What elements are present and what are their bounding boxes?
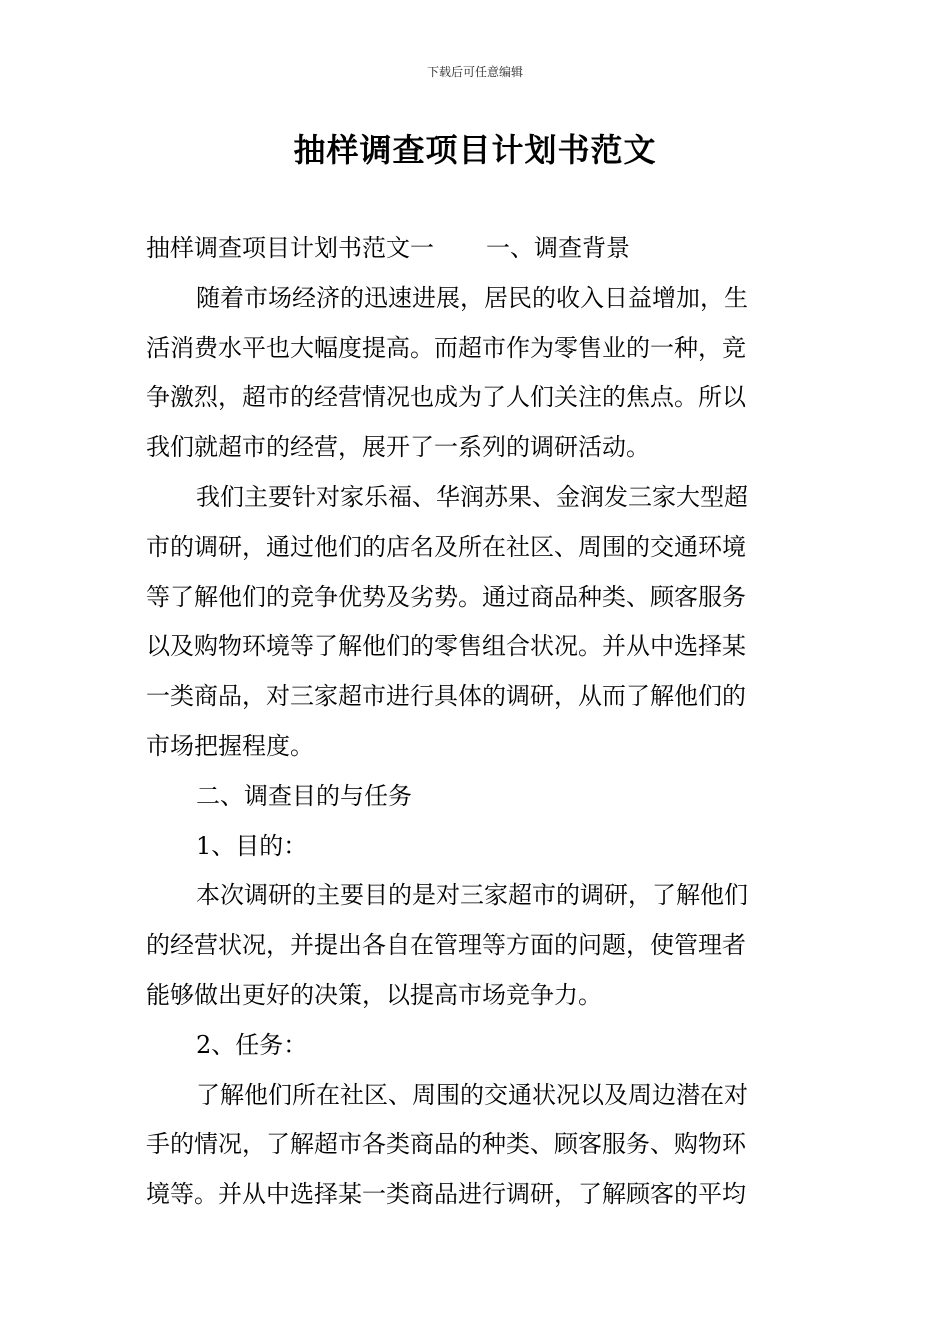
paragraph-line: 的经营状况，并提出各自在管理等方面的问题，使管理者	[146, 931, 746, 960]
paragraph-line: 市的调研，通过他们的店名及所在社区、周围的交通环境	[146, 532, 746, 561]
paragraph-line: 我们主要针对家乐福、华润苏果、金润发三家大型超	[196, 482, 748, 511]
paragraph-line: 我们就超市的经营，展开了一系列的调研活动。	[146, 433, 650, 462]
paragraph-line: 等了解他们的竞争优势及劣势。通过商品种类、顾客服务	[146, 582, 746, 611]
document-subtitle: 抽样调查项目计划书范文一	[146, 234, 434, 262]
paragraph-line: 境等。并从中选择某一类商品进行调研，了解顾客的平均	[146, 1180, 746, 1209]
paragraph-line: 了解他们所在社区、周围的交通状况以及周边潜在对	[196, 1080, 748, 1109]
header-note: 下载后可任意编辑	[426, 65, 523, 79]
paragraph-line: 争激烈，超市的经营情况也成为了人们关注的焦点。所以	[146, 383, 746, 412]
paragraph-line: 能够做出更好的决策，以提高市场竞争力。	[146, 980, 602, 1009]
paragraph-line: 本次调研的主要目的是对三家超市的调研，了解他们	[196, 881, 748, 910]
subtitle-line	[146, 224, 806, 274]
paragraph-line: 以及购物环境等了解他们的零售组合状况。并从中选择某	[146, 632, 746, 661]
document-title: 抽样调查项目计划书范文	[293, 131, 657, 169]
paragraph-line: 活消费水平也大幅度提高。而超市作为零售业的一种，竞	[146, 333, 746, 362]
paragraph-line: 手的情况，了解超市各类商品的种类、顾客服务、购物环	[146, 1130, 746, 1159]
paragraph-line: 二、调查目的与任务	[196, 781, 412, 810]
document-body	[146, 224, 806, 1220]
section-heading-background: 一、调查背景	[486, 234, 630, 262]
paragraph-line: 2、任务：	[196, 1030, 308, 1059]
paragraph-line: 1、目的：	[196, 831, 308, 860]
paragraph-line: 市场把握程度。	[146, 731, 314, 760]
paragraph-line: 随着市场经济的迅速进展，居民的收入日益增加，生	[196, 283, 748, 312]
paragraph-line: 一类商品，对三家超市进行具体的调研，从而了解他们的	[146, 682, 746, 711]
